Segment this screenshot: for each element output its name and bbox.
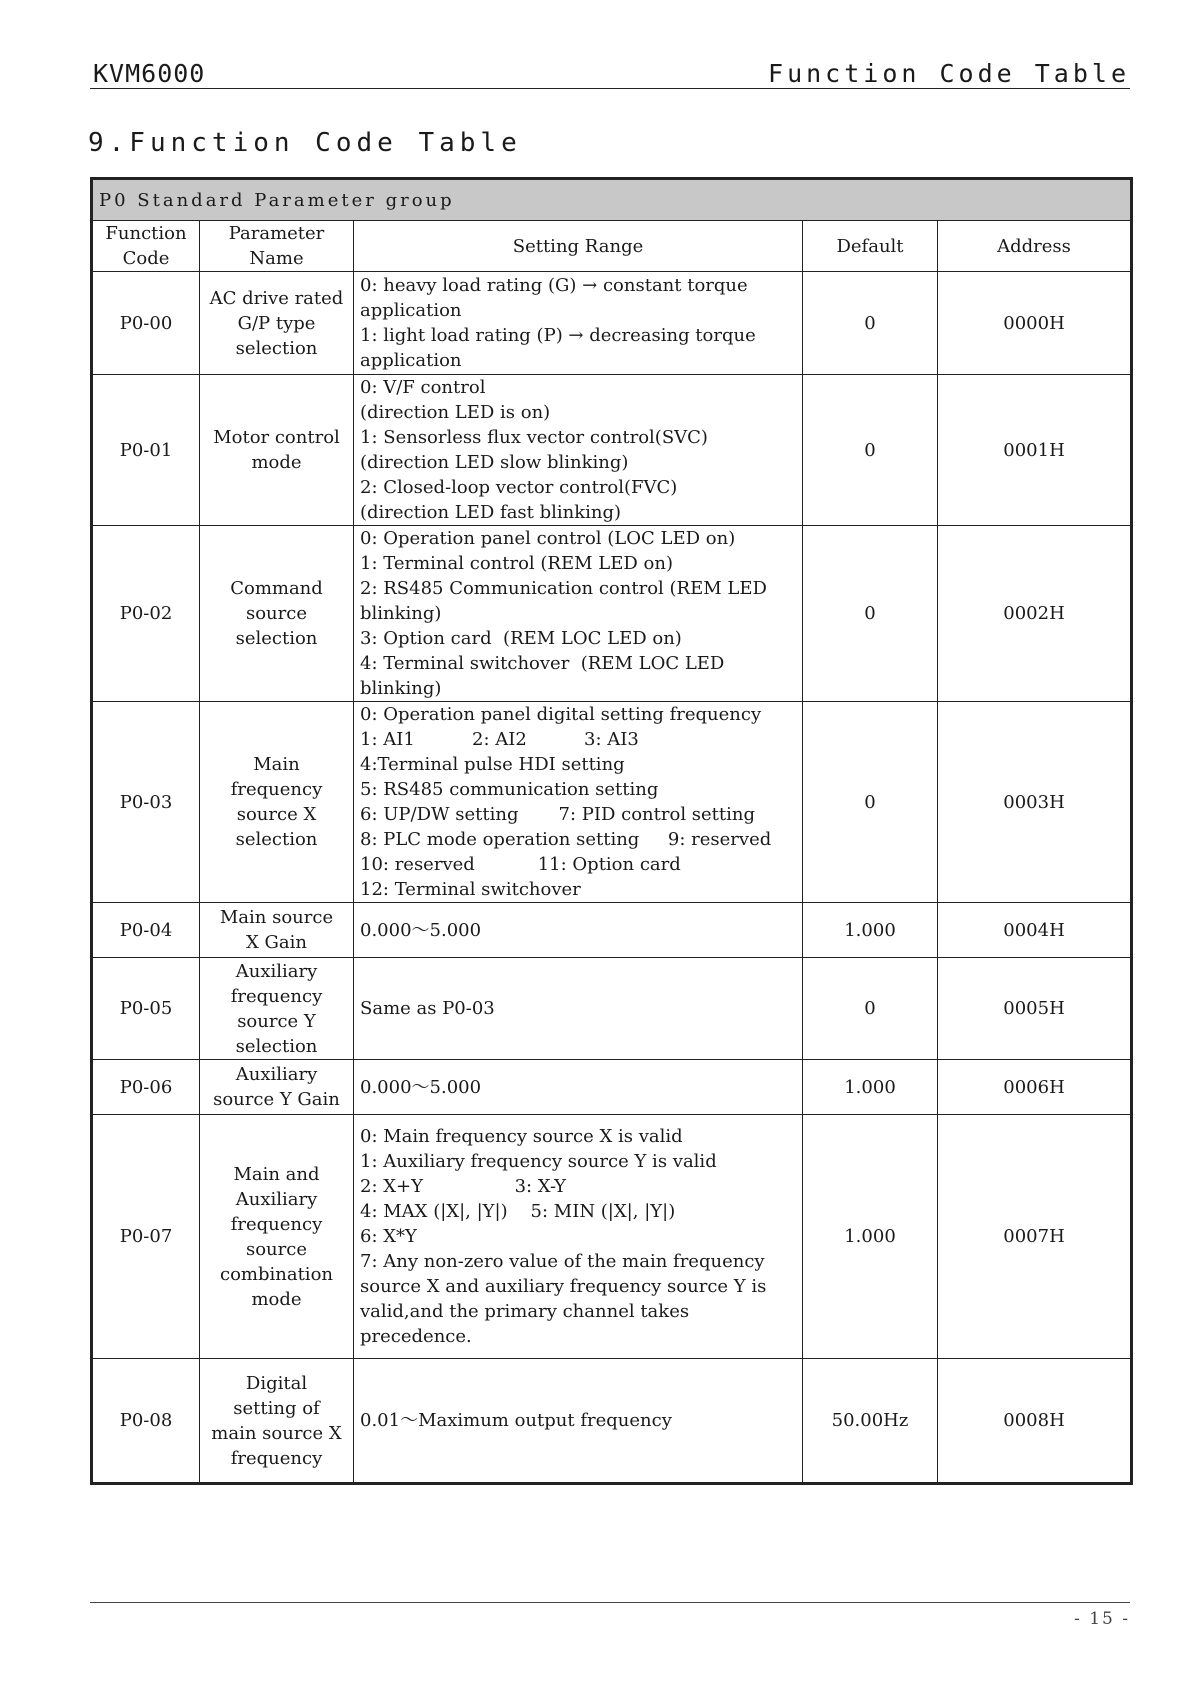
column-header-code-line1: Function <box>105 223 187 244</box>
parameter-name-cell: Main frequency source X selection <box>200 702 354 903</box>
default-value-cell: 0 <box>803 526 938 702</box>
default-value-cell: 0 <box>803 702 938 903</box>
setting-range-cell: 0: V/F control (direction LED is on) 1: Sensorless flux vector control(SVC) (direction LED slow blinking) 2: Closed-loop vector control(FVC) (direction LED fast blinking) <box>354 375 803 526</box>
address-cell: 0006H <box>938 1060 1132 1115</box>
column-header-function-code <box>92 221 200 272</box>
address-cell: 0003H <box>938 702 1132 903</box>
setting-range-cell: 0: Main frequency source X is valid 1: Auxiliary frequency source Y is valid 2: X+Y 3: X-Y 4: MAX (|X|, |Y|) 5: MIN (|X|, |Y|) 6: X*Y 7: Any non-zero value of the main frequency source X and auxiliary frequency source Y is valid,and the primary channel takes precedence. <box>354 1115 803 1359</box>
function-code-cell: P0-08 <box>92 1359 200 1484</box>
parameter-name-cell: Digital setting of main source X frequency <box>200 1359 354 1484</box>
default-value-cell: 1.000 <box>803 1060 938 1115</box>
default-value-cell: 0 <box>803 375 938 526</box>
table-row <box>92 1115 1132 1359</box>
parameter-name-cell: Command source selection <box>200 526 354 702</box>
column-header-address: Address <box>938 221 1132 272</box>
address-cell: 0007H <box>938 1115 1132 1359</box>
default-value-cell: 0 <box>803 958 938 1060</box>
parameter-name-cell: Motor control mode <box>200 375 354 526</box>
setting-range-cell: 0: heavy load rating (G) → constant torque application 1: light load rating (P) → decreasing torque application <box>354 272 803 375</box>
table-row <box>92 272 1132 375</box>
table-row <box>92 1060 1132 1115</box>
function-code-cell: P0-04 <box>92 903 200 958</box>
table-row <box>92 1359 1132 1484</box>
column-header-code-line2: Code <box>122 248 170 269</box>
setting-range-cell: 0: Operation panel control (LOC LED on) 1: Terminal control (REM LED on) 2: RS485 Communication control (REM LED blinking) 3: Option card (REM LOC LED on) 4: Terminal switchover (REM LOC LED blinking) <box>354 526 803 702</box>
address-cell: 0004H <box>938 903 1132 958</box>
setting-range-cell: 0.01～Maximum output frequency <box>354 1359 803 1484</box>
group-header-row <box>92 179 1132 221</box>
table-row <box>92 702 1132 903</box>
parameter-name-cell: AC drive rated G/P type selection <box>200 272 354 375</box>
table-row <box>92 958 1132 1060</box>
footer-rule <box>90 1602 1130 1603</box>
function-code-cell: P0-02 <box>92 526 200 702</box>
address-cell: 0008H <box>938 1359 1132 1484</box>
address-cell: 0002H <box>938 526 1132 702</box>
setting-range-cell: Same as P0-03 <box>354 958 803 1060</box>
parameter-name-cell: Main and Auxiliary frequency source combination mode <box>200 1115 354 1359</box>
address-cell: 0005H <box>938 958 1132 1060</box>
default-value-cell: 1.000 <box>803 1115 938 1359</box>
default-value-cell: 0 <box>803 272 938 375</box>
column-header-setting-range: Setting Range <box>354 221 803 272</box>
function-code-cell: P0-01 <box>92 375 200 526</box>
column-header-default: Default <box>803 221 938 272</box>
table-row <box>92 375 1132 526</box>
setting-range-cell: 0.000～5.000 <box>354 1060 803 1115</box>
parameter-name-cell: Main source X Gain <box>200 903 354 958</box>
table-row <box>92 903 1132 958</box>
function-code-cell: P0-03 <box>92 702 200 903</box>
function-code-cell: P0-06 <box>92 1060 200 1115</box>
header-product-name: KVM6000 <box>93 59 206 88</box>
default-value-cell: 50.00Hz <box>803 1359 938 1484</box>
page-number: - 15 - <box>1074 1609 1130 1629</box>
address-cell: 0000H <box>938 272 1132 375</box>
table-body <box>92 272 1132 1484</box>
column-header-row <box>92 221 1132 272</box>
column-header-parameter-name: Parameter Name <box>200 221 354 272</box>
header-section-title: Function Code Table <box>768 59 1130 88</box>
page-header <box>90 58 1130 89</box>
address-cell: 0001H <box>938 375 1132 526</box>
group-title: P0 Standard Parameter group <box>92 179 1132 221</box>
default-value-cell: 1.000 <box>803 903 938 958</box>
function-code-cell: P0-07 <box>92 1115 200 1359</box>
function-code-cell: P0-00 <box>92 272 200 375</box>
parameter-name-cell: Auxiliary frequency source Y selection <box>200 958 354 1060</box>
function-code-table <box>90 177 1133 1485</box>
function-code-cell: P0-05 <box>92 958 200 1060</box>
setting-range-cell: 0: Operation panel digital setting frequency 1: AI1 2: AI2 3: AI3 4:Terminal pulse HDI setting 5: RS485 communication setting 6: UP/DW setting 7: PID control setting 8: PLC mode operation setting 9: reserved 10: reserved 11: Option card 12: Terminal switchover <box>354 702 803 903</box>
table-row <box>92 526 1132 702</box>
parameter-name-cell: Auxiliary source Y Gain <box>200 1060 354 1115</box>
section-title: 9.Function Code Table <box>88 128 522 158</box>
setting-range-cell: 0.000～5.000 <box>354 903 803 958</box>
